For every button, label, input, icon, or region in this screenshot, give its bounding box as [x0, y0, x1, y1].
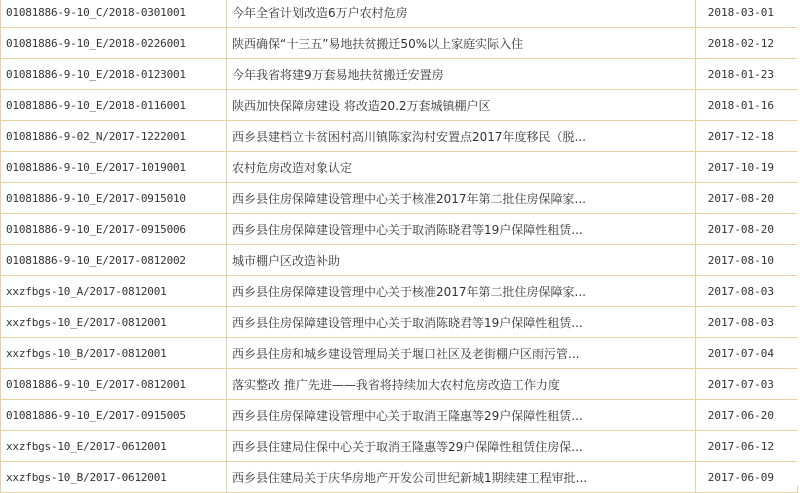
document-title-link[interactable]: 今年全省计划改造6万户农村危房: [227, 0, 696, 28]
document-date: 2017-08-10: [696, 245, 798, 276]
document-title-link[interactable]: 西乡县住房保障建设管理中心关于核准2017年第二批住房保障家...: [227, 276, 696, 307]
document-index-number: xxzfbgs-10_E/2017-0812001: [1, 307, 227, 338]
table-row: [1, 0, 798, 28]
document-title-link[interactable]: 西乡县住房保障建设管理中心关于取消陈晓君等19户保障性租赁...: [227, 307, 696, 338]
document-index-number: 01081886-9-10_C/2018-0301001: [1, 0, 227, 28]
table-row: [1, 183, 798, 214]
document-title-link[interactable]: 西乡县住房和城乡建设管理局关于堰口社区及老街棚户区雨污管...: [227, 338, 696, 369]
table-row: [1, 152, 798, 183]
document-index-number: xxzfbgs-10_B/2017-0812001: [1, 338, 227, 369]
document-date: 2017-08-20: [696, 183, 798, 214]
table-row: [1, 214, 798, 245]
table-row: [1, 431, 798, 462]
document-index-number: 01081886-9-10_E/2017-0915010: [1, 183, 227, 214]
document-date: 2017-08-20: [696, 214, 798, 245]
document-title-link[interactable]: 西乡县住房保障建设管理中心关于取消王隆惠等29户保障性租赁...: [227, 400, 696, 431]
document-index-number: 01081886-9-10_E/2017-1019001: [1, 152, 227, 183]
document-date: 2017-06-20: [696, 400, 798, 431]
document-index-number: 01081886-9-10_E/2017-0812001: [1, 369, 227, 400]
document-index-number: xxzfbgs-10_E/2017-0612001: [1, 431, 227, 462]
table-row: [1, 462, 798, 493]
document-date: 2017-08-03: [696, 307, 798, 338]
document-title-link[interactable]: 今年我省将建9万套易地扶贫搬迁安置房: [227, 59, 696, 90]
table-row: [1, 307, 798, 338]
table-row: [1, 338, 798, 369]
table-row: [1, 369, 798, 400]
document-title-link[interactable]: 西乡县住房保障建设管理中心关于取消陈晓君等19户保障性租赁...: [227, 214, 696, 245]
document-date: 2017-10-19: [696, 152, 798, 183]
document-date: 2017-06-12: [696, 431, 798, 462]
table-row: [1, 121, 798, 152]
document-title-link[interactable]: 陕西加快保障房建设 将改造20.2万套城镇棚户区: [227, 90, 696, 121]
document-index-number: 01081886-9-10_E/2017-0915006: [1, 214, 227, 245]
document-index-number: 01081886-9-10_E/2018-0116001: [1, 90, 227, 121]
document-title-link[interactable]: 陕西确保“十三五”易地扶贫搬迁50%以上家庭实际入住: [227, 28, 696, 59]
table-row: [1, 90, 798, 121]
document-title-link[interactable]: 落实整改 推广先进——我省将持续加大农村危房改造工作力度: [227, 369, 696, 400]
table-row: [1, 245, 798, 276]
document-index-number: 01081886-9-10_E/2018-0226001: [1, 28, 227, 59]
document-index-number: 01081886-9-02_N/2017-1222001: [1, 121, 227, 152]
document-index-number: xxzfbgs-10_A/2017-0812001: [1, 276, 227, 307]
document-title-link[interactable]: 西乡县建档立卡贫困村高川镇陈家沟村安置点2017年度移民（脱...: [227, 121, 696, 152]
table-row: [1, 28, 798, 59]
document-title-link[interactable]: 西乡县住房保障建设管理中心关于核准2017年第二批住房保障家...: [227, 183, 696, 214]
document-index-number: 01081886-9-10_E/2018-0123001: [1, 59, 227, 90]
document-date: 2017-06-09: [696, 462, 798, 493]
document-index-number: 01081886-9-10_E/2017-0915005: [1, 400, 227, 431]
table-row: [1, 276, 798, 307]
document-date: 2017-08-03: [696, 276, 798, 307]
document-title-link[interactable]: 城市棚户区改造补助: [227, 245, 696, 276]
document-title-link[interactable]: 西乡县住建局关于庆华房地产开发公司世纪新城1期续建工程审批...: [227, 462, 696, 493]
document-date: 2018-02-12: [696, 28, 798, 59]
document-index-number: xxzfbgs-10_B/2017-0612001: [1, 462, 227, 493]
document-title-link[interactable]: 西乡县住建局住保中心关于取消王隆惠等29户保障性租赁住房保...: [227, 431, 696, 462]
document-date: 2017-12-18: [696, 121, 798, 152]
document-date: 2017-07-03: [696, 369, 798, 400]
table-row: [1, 59, 798, 90]
document-title-link[interactable]: 农村危房改造对象认定: [227, 152, 696, 183]
document-date: 2018-01-16: [696, 90, 798, 121]
document-date: 2018-03-01: [696, 0, 798, 28]
document-index-number: 01081886-9-10_E/2017-0812002: [1, 245, 227, 276]
document-date: 2017-07-04: [696, 338, 798, 369]
table-row: [1, 400, 798, 431]
document-list-body: [1, 0, 798, 493]
document-date: 2018-01-23: [696, 59, 798, 90]
